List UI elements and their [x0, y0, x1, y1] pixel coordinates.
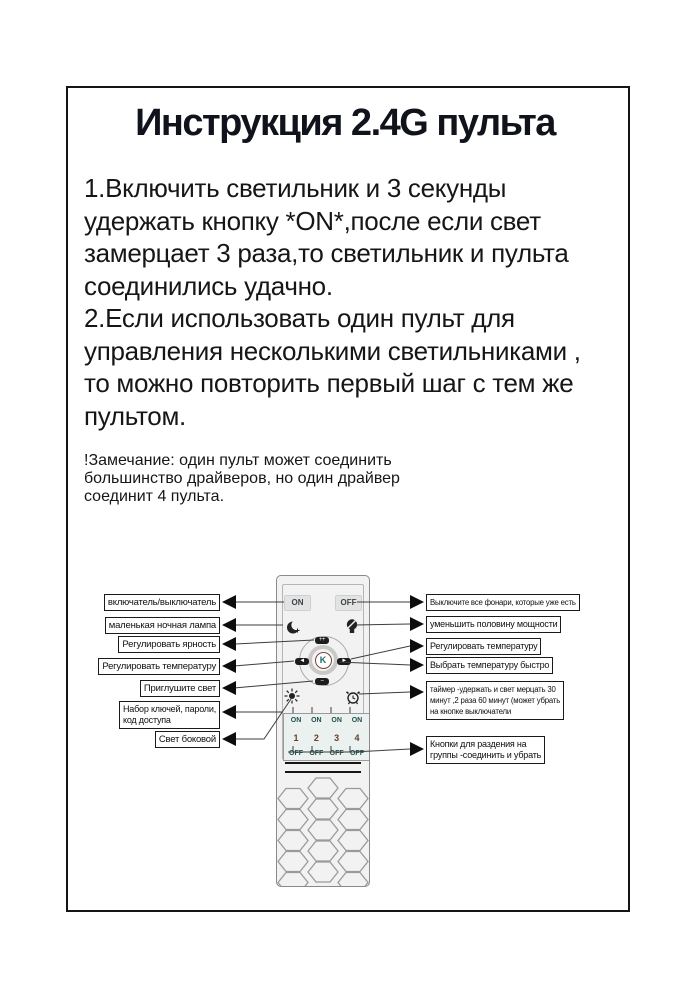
callout-line: Набор ключей, пароли,	[122, 704, 216, 714]
callout-line: таймер -удержать и свет мерцать 30	[430, 685, 556, 694]
note-line: соединит 4 пульта.	[84, 488, 225, 505]
moon-icon	[285, 619, 302, 641]
alarm-clock-icon	[345, 690, 361, 710]
instruction-line: замерцает 3 раза,то светильник и пульта	[84, 238, 569, 268]
callout-line: минут ,2 раза 60 минут (может убрать	[430, 696, 561, 705]
brightness-down-button: --	[315, 678, 329, 685]
callout-adjust-brightness: Регулировать ярность	[118, 636, 220, 653]
group-column-2	[307, 717, 325, 758]
instruction-line: управления несколькими светильниками ,	[84, 335, 581, 366]
temp-left-button: ◄	[295, 658, 309, 665]
callout-line: Кнопки для раздения на	[430, 739, 527, 749]
group-number: 4	[354, 732, 360, 743]
hexagon-grip-pattern	[277, 776, 369, 886]
group-on-label: ON	[311, 717, 322, 724]
callout-dim-light: Приглушите свет	[140, 680, 220, 697]
group-column-1	[287, 717, 305, 758]
group-off-label: OFF	[289, 750, 303, 757]
group-on-label: ON	[351, 717, 363, 724]
callout-adjust-temperature-right: Регулировать температуру	[426, 638, 541, 655]
callout-turn-off-all: Выключите все фонари, которые уже есть	[426, 594, 580, 611]
instruction-line: то можно повторить первый шаг с тем же	[84, 368, 574, 398]
group-column-4	[348, 717, 366, 758]
instruction-line: 2.Если использовать один пульт для	[84, 303, 515, 333]
brightness-up-button: ++	[315, 637, 329, 644]
group-column-3	[328, 717, 346, 758]
note-text	[84, 452, 400, 506]
on-button: ON	[284, 595, 311, 611]
group-off-label: OFF	[329, 750, 344, 757]
k-center-button: K	[315, 652, 332, 669]
callout-line: на кнопке выключатели	[430, 707, 512, 716]
callout-group-buttons	[426, 736, 545, 764]
divider-line	[285, 771, 361, 773]
instruction-line: удержать кнопку *ON*,после если свет	[84, 205, 541, 236]
temp-right-button: ►	[337, 658, 351, 665]
callout-quick-temperature: Выбрать температуру быстро	[426, 657, 553, 674]
note-line: !Замечание: один пульт может соединить	[84, 452, 392, 469]
callout-adjust-temperature-left: Регулировать температуру	[98, 658, 220, 675]
callout-key-set	[119, 701, 220, 729]
group-on-label: ON	[290, 717, 302, 724]
callout-power-switch: включатель/выключатель	[104, 594, 220, 611]
page-title: Инструкция 2.4G пульта	[135, 102, 555, 144]
callout-half-power: уменьшить половину мощности	[426, 616, 561, 633]
bulb-icon	[345, 618, 359, 641]
off-button: OFF	[335, 595, 362, 611]
callout-line: группы -соединить и убрать	[430, 750, 542, 760]
group-off-label: OFF	[349, 750, 364, 757]
callout-timer	[426, 681, 564, 720]
group-number: 3	[334, 732, 340, 743]
sun-icon	[284, 688, 300, 709]
group-buttons-panel	[283, 713, 370, 761]
remote-diagram	[276, 575, 370, 887]
group-on-label: ON	[331, 717, 342, 724]
group-number: 1	[293, 732, 299, 743]
note-line: большинство драйверов, но один драйвер	[84, 470, 400, 487]
callout-line: код доступа	[122, 715, 171, 725]
instructions-text	[84, 172, 581, 432]
instruction-line: пультом.	[84, 400, 186, 431]
divider-line	[285, 762, 361, 764]
instruction-line: соединились удачно.	[84, 270, 333, 301]
instruction-line: 1.Включить светильник и 3 секунды	[84, 173, 507, 203]
group-number: 2	[313, 732, 319, 743]
group-off-label: OFF	[309, 750, 324, 757]
callout-night-lamp: маленькая ночная лампа	[105, 617, 220, 634]
callout-side-light: Свет боковой	[155, 731, 220, 748]
